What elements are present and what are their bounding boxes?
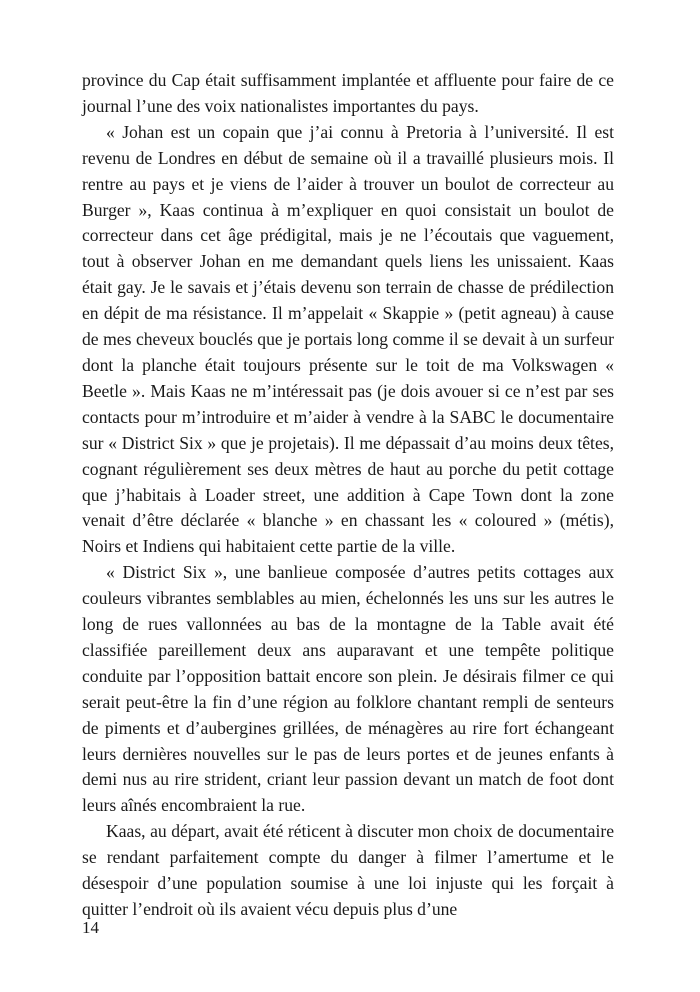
paragraph-johan-kaas: « Johan est un copain que j’ai connu à Pretoria à l’université. Il est revenu de Londres en début de semaine où il a travaillé plusieurs mois. Il rentre au pays et je viens de l’aider à trouver un boulot de correcteur au Burger », Kaas continua à m’expliquer en quoi consistait un boulot de correcteur dans cet âge prédigital, mais je ne l’écoutais que vaguement, tout à observer Johan en me demandant quels liens les unissaient. Kaas était gay. Je le savais et j’étais devenu son terrain de chasse de prédilection en dépit de ma résistance. Il m’appelait « Skappie » (petit agneau) à cause de mes cheveux bouclés que je portais long comme il se devait à un surfeur dont la planche était toujours présente sur le toit de ma Volkswagen « Beetle ». Mais Kaas ne m’intéressait pas (je dois avouer si ce n’est par ses contacts pour m’introduire et m’aider à vendre à la SABC le documentaire sur « District Six » que je projetais). Il me dépassait d’au moins deux têtes, cognant régulièrement ses deux mètres de haut au porche du petit cottage que j’habitais à Loader street, une addition à Cape Town dont la zone venait d’être déclarée « blanche » en chassant les « coloured » (métis), Noirs et Indiens qui habitaient cette partie de la ville. <box>82 121 614 557</box>
paragraph-continuation: province du Cap était suffisamment implantée et affluente pour faire de ce journal l’une des voix nationalistes importantes du pays. <box>82 70 614 116</box>
page-number: 14 <box>82 918 99 937</box>
body-text <box>82 68 614 923</box>
paragraph-kaas-reticent: Kaas, au départ, avait été réticent à discuter mon choix de documentaire se rendant parfaitement compte du danger à filmer l’amertume et le désespoir d’une population soumise à une loi injuste qui les forçait à quitter l’endroit où ils avaient vécu depuis plus d’une <box>82 821 614 919</box>
paragraph-district-six: « District Six », une banlieue composée d’autres petits cottages aux couleurs vibrantes semblables au mien, échelonnés les uns sur les autres le long de rues vallonnées au bas de la montagne de la Table avait été classifiée pareillement deux ans auparavant et une tempête politique conduite par l’opposition battait encore son plein. Je désirais filmer ce qui serait peut-être la fin d’une région au folklore chantant rempli de senteurs de piments et d’aubergines grillées, de ménagères au rire fort échangeant leurs dernières nouvelles sur le pas de leurs portes et de jeunes enfants à demi nus au rire strident, criant leur passion devant un match de foot dont leurs aînés encombraient la rue. <box>82 562 614 816</box>
